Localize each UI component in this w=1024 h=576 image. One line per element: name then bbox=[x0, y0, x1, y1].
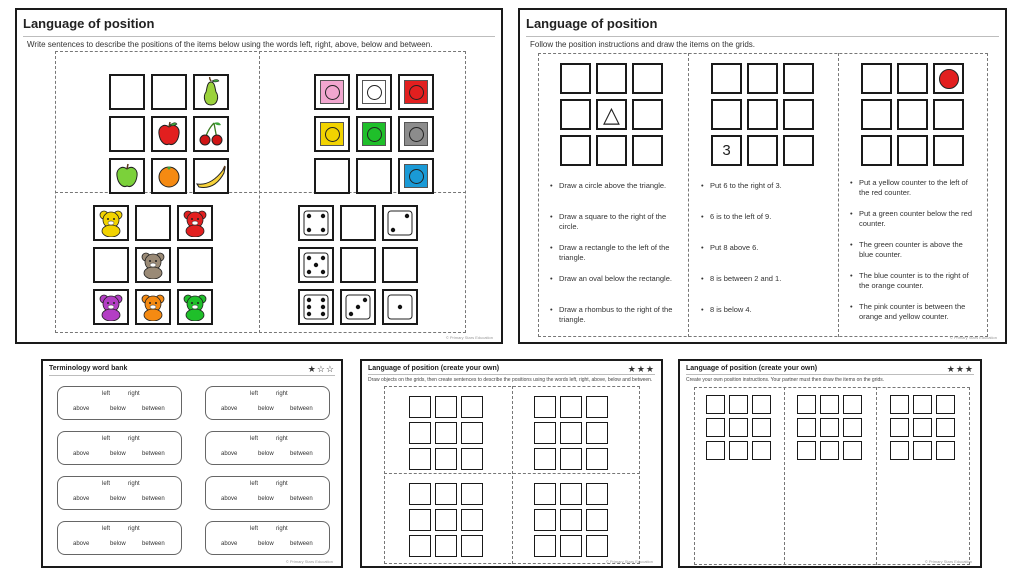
grid-cell bbox=[398, 74, 434, 110]
grid-cell bbox=[135, 247, 171, 283]
word-label: below bbox=[258, 496, 274, 502]
word-label: above bbox=[221, 541, 238, 547]
instruction-text: Draw a rectangle to the left of the triangle. bbox=[559, 243, 670, 262]
grid-cell bbox=[560, 99, 591, 130]
grid-cell bbox=[534, 448, 556, 470]
word-bank-box bbox=[205, 386, 330, 420]
sheet-instructions: Write sentences to describe the positions of the items below using the words left, right, above, below and between. bbox=[27, 40, 433, 49]
grid-cell bbox=[534, 509, 556, 531]
grid-cell bbox=[151, 116, 187, 152]
word-bank-box bbox=[205, 476, 330, 510]
word-label: below bbox=[258, 541, 274, 547]
frame-divider-2 bbox=[838, 53, 839, 337]
counter-icon bbox=[409, 169, 424, 184]
word-label: between bbox=[290, 406, 313, 412]
pear-icon bbox=[198, 77, 224, 107]
grid-cell bbox=[933, 63, 964, 94]
word-label: right bbox=[128, 436, 140, 442]
grid-cell bbox=[729, 441, 748, 460]
grid-cell bbox=[435, 509, 457, 531]
grid-cell bbox=[783, 99, 814, 130]
word-label: below bbox=[258, 451, 274, 457]
grid-cell bbox=[382, 205, 418, 241]
word-label: right bbox=[128, 481, 140, 487]
word-label: between bbox=[142, 541, 165, 547]
word-label: below bbox=[110, 406, 126, 412]
bullet-icon: • bbox=[550, 243, 553, 252]
grid-cell bbox=[409, 396, 431, 418]
bullet-icon: • bbox=[701, 274, 704, 283]
bullet-icon: • bbox=[850, 271, 853, 280]
grid-cell bbox=[747, 63, 778, 94]
grid-cell bbox=[356, 74, 392, 110]
grid-cell bbox=[897, 99, 928, 130]
sheet-title: Language of position bbox=[526, 16, 658, 31]
grid-cell bbox=[890, 418, 909, 437]
grid-cell bbox=[151, 158, 187, 194]
grid-cell bbox=[534, 396, 556, 418]
counter-tile bbox=[404, 164, 428, 188]
grid-cell bbox=[298, 205, 334, 241]
die-3-icon bbox=[345, 294, 371, 320]
bullet-icon: • bbox=[850, 209, 853, 218]
grid-cell bbox=[913, 395, 932, 414]
word-label: above bbox=[73, 451, 90, 457]
frame-divider-2 bbox=[876, 387, 877, 565]
footer-credit: © Primary Stars Education bbox=[445, 335, 493, 340]
bullet-icon: • bbox=[550, 212, 553, 221]
word-label: between bbox=[142, 451, 165, 457]
grid-cell bbox=[797, 441, 816, 460]
grid-cell bbox=[936, 418, 955, 437]
word-label: below bbox=[110, 451, 126, 457]
grid-cell bbox=[560, 535, 582, 557]
word-label: between bbox=[290, 496, 313, 502]
grid-cell bbox=[706, 395, 725, 414]
bullet-icon: • bbox=[550, 274, 553, 283]
word-bank-box bbox=[205, 431, 330, 465]
header-divider bbox=[686, 374, 974, 375]
grid-cell bbox=[340, 247, 376, 283]
word-label: between bbox=[142, 496, 165, 502]
grid-cell bbox=[314, 74, 350, 110]
grid-cell bbox=[586, 483, 608, 505]
grid-cell bbox=[109, 116, 145, 152]
word-bank-box bbox=[57, 521, 182, 555]
word-label: above bbox=[221, 496, 238, 502]
grid-cell bbox=[933, 99, 964, 130]
word-label: above bbox=[73, 496, 90, 502]
grid-cell bbox=[177, 247, 213, 283]
grid-cell bbox=[586, 535, 608, 557]
bullet-icon: • bbox=[701, 243, 704, 252]
word-label: left bbox=[250, 526, 259, 532]
sheet-title: Terminology word bank bbox=[49, 365, 128, 372]
triangle-icon: △ bbox=[603, 101, 620, 127]
instruction-text: Draw a circle above the triangle. bbox=[559, 181, 667, 190]
grid-cell bbox=[596, 99, 627, 130]
instruction-text: Put a yellow counter to the left of the red counter. bbox=[859, 178, 968, 197]
grid-cell bbox=[534, 483, 556, 505]
word-label: right bbox=[128, 391, 140, 397]
sheet-title: Language of position (create your own) bbox=[686, 365, 818, 372]
grid-cell bbox=[711, 135, 742, 166]
instruction-text: Draw an oval below the rectangle. bbox=[559, 274, 672, 283]
grid-cell bbox=[797, 395, 816, 414]
grid-cell bbox=[409, 509, 431, 531]
teddy-bear-icon bbox=[139, 293, 167, 321]
counter-icon bbox=[325, 85, 340, 100]
grid-cell bbox=[109, 158, 145, 194]
instruction-text: Put 8 above 6. bbox=[710, 243, 759, 252]
counter-tile bbox=[404, 122, 428, 146]
grid-cell bbox=[747, 99, 778, 130]
grid-cell bbox=[193, 116, 229, 152]
instruction-text: Put a green counter below the red counter. bbox=[859, 209, 972, 228]
grid-cell bbox=[382, 289, 418, 325]
grid-cell bbox=[897, 63, 928, 94]
grid-cell bbox=[409, 535, 431, 557]
grid-cell bbox=[711, 63, 742, 94]
die-6-icon bbox=[303, 294, 329, 320]
worksheet-follow-instructions bbox=[518, 8, 1007, 344]
bullet-icon: • bbox=[850, 178, 853, 187]
bullet-icon: • bbox=[550, 305, 553, 314]
grid-cell bbox=[783, 135, 814, 166]
instruction-item bbox=[850, 178, 979, 198]
word-label: between bbox=[290, 541, 313, 547]
grid-cell bbox=[797, 418, 816, 437]
instruction-item bbox=[850, 271, 979, 291]
grid-cell bbox=[560, 396, 582, 418]
grid-cell bbox=[93, 247, 129, 283]
instruction-item bbox=[550, 243, 679, 263]
counter-icon bbox=[409, 85, 424, 100]
grid-cell bbox=[596, 135, 627, 166]
word-label: left bbox=[102, 391, 111, 397]
word-label: between bbox=[290, 451, 313, 457]
grid-cell bbox=[356, 116, 392, 152]
teddy-bear-icon bbox=[181, 209, 209, 237]
grid-cell bbox=[632, 135, 663, 166]
grid-cell bbox=[843, 418, 862, 437]
grid-cell bbox=[534, 535, 556, 557]
die-4-icon bbox=[303, 210, 329, 236]
worksheet-describe-positions bbox=[15, 8, 503, 344]
instruction-item bbox=[850, 240, 979, 260]
instruction-text: 6 is to the left of 9. bbox=[710, 212, 772, 221]
footer-credit: © Primary Stars Education bbox=[949, 335, 997, 340]
counter-icon bbox=[325, 127, 340, 142]
word-label: above bbox=[221, 406, 238, 412]
grid-cell bbox=[135, 205, 171, 241]
grid-cell bbox=[435, 448, 457, 470]
instruction-text: The green counter is above the blue counter. bbox=[859, 240, 963, 259]
instruction-item bbox=[850, 209, 979, 229]
sheet-instructions: Follow the position instructions and draw the items on the grids. bbox=[530, 40, 756, 49]
worksheet-create-own-describe bbox=[360, 359, 663, 568]
word-label: above bbox=[73, 541, 90, 547]
grid-cell bbox=[93, 205, 129, 241]
counter-tile bbox=[404, 80, 428, 104]
grid-cell bbox=[461, 483, 483, 505]
grid-cell bbox=[783, 63, 814, 94]
counter-icon bbox=[367, 127, 382, 142]
grid-cell bbox=[820, 441, 839, 460]
grid-cell bbox=[298, 289, 334, 325]
grid-cell bbox=[340, 289, 376, 325]
banana-icon bbox=[195, 164, 227, 188]
grid-cell bbox=[890, 441, 909, 460]
word-label: right bbox=[276, 526, 288, 532]
grid-cell bbox=[340, 205, 376, 241]
teddy-bear-icon bbox=[97, 293, 125, 321]
counter-tile bbox=[362, 122, 386, 146]
grid-cell bbox=[409, 448, 431, 470]
grid-cell bbox=[461, 448, 483, 470]
grid-cell bbox=[936, 441, 955, 460]
word-label: below bbox=[110, 496, 126, 502]
grid-cell bbox=[409, 422, 431, 444]
grid-cell bbox=[752, 395, 771, 414]
grid-cell bbox=[706, 418, 725, 437]
word-bank-box bbox=[57, 386, 182, 420]
header-divider bbox=[49, 375, 335, 376]
word-label: right bbox=[276, 436, 288, 442]
grid-cell bbox=[586, 422, 608, 444]
die-1-icon bbox=[387, 294, 413, 320]
grid-cell bbox=[706, 441, 725, 460]
teddy-bear-icon bbox=[181, 293, 209, 321]
instruction-item bbox=[550, 181, 679, 191]
teddy-bear-icon bbox=[139, 251, 167, 279]
footer-credit: © Primary Stars Education bbox=[605, 559, 653, 564]
grid-cell bbox=[193, 74, 229, 110]
grid-cell bbox=[356, 158, 392, 194]
grid-cell bbox=[409, 483, 431, 505]
grid-cell bbox=[586, 448, 608, 470]
instruction-item bbox=[850, 302, 979, 322]
orange-icon bbox=[156, 163, 182, 189]
grid-cell bbox=[109, 74, 145, 110]
footer-credit: © Primary Stars Education bbox=[924, 559, 972, 564]
instruction-text: 8 is between 2 and 1. bbox=[710, 274, 782, 283]
word-label: left bbox=[102, 481, 111, 487]
frame-divider-horizontal bbox=[384, 473, 640, 474]
grid-cell bbox=[435, 535, 457, 557]
counter-tile bbox=[362, 80, 386, 104]
word-label: left bbox=[250, 481, 259, 487]
grid-cell bbox=[461, 396, 483, 418]
teddy-bear-icon bbox=[97, 209, 125, 237]
instruction-text: Put 6 to the right of 3. bbox=[710, 181, 782, 190]
grid-cell bbox=[861, 135, 892, 166]
counter-icon bbox=[409, 127, 424, 142]
grid-cell bbox=[752, 418, 771, 437]
word-bank-box bbox=[57, 431, 182, 465]
grid-cell bbox=[861, 99, 892, 130]
worksheet-create-own-instructions bbox=[678, 359, 982, 568]
grid-cell bbox=[534, 422, 556, 444]
grid-cell bbox=[820, 395, 839, 414]
grid-cell bbox=[586, 509, 608, 531]
grid-cell bbox=[890, 395, 909, 414]
cherries-icon bbox=[198, 121, 224, 147]
instruction-text: Draw a square to the right of the circle. bbox=[559, 212, 667, 231]
difficulty-stars: ★★★ bbox=[627, 364, 655, 374]
word-label: right bbox=[276, 481, 288, 487]
grid-cell bbox=[560, 483, 582, 505]
grid-cell bbox=[933, 135, 964, 166]
counter-icon bbox=[367, 85, 382, 100]
grid-cell bbox=[560, 63, 591, 94]
grid-cell bbox=[586, 396, 608, 418]
instruction-text: The blue counter is to the right of the orange counter. bbox=[859, 271, 969, 290]
grid-cell bbox=[913, 441, 932, 460]
sheet-title: Language of position bbox=[23, 16, 155, 31]
difficulty-stars: ★☆☆ bbox=[307, 364, 335, 374]
grid-cell bbox=[177, 289, 213, 325]
grid-cell bbox=[560, 448, 582, 470]
word-label: below bbox=[258, 406, 274, 412]
grid-cell bbox=[752, 441, 771, 460]
grid-cell bbox=[897, 135, 928, 166]
grid-cell bbox=[135, 289, 171, 325]
instruction-item bbox=[701, 181, 830, 191]
grid-cell bbox=[596, 63, 627, 94]
instruction-text: 8 is below 4. bbox=[710, 305, 752, 314]
grid-cell bbox=[177, 205, 213, 241]
counter-tile bbox=[320, 80, 344, 104]
grid-cell bbox=[298, 247, 334, 283]
grid-cell bbox=[560, 135, 591, 166]
bullet-icon: • bbox=[701, 212, 704, 221]
grid-cell bbox=[314, 158, 350, 194]
instruction-item bbox=[701, 274, 830, 284]
instruction-item bbox=[550, 305, 679, 325]
sheet-instructions: Draw objects on the grids, then create sentences to describe the positions using the words left, right, above, below and between. bbox=[368, 377, 653, 383]
word-label: below bbox=[110, 541, 126, 547]
grid-cell bbox=[461, 535, 483, 557]
digit-label: 3 bbox=[722, 142, 731, 159]
grid-cell bbox=[729, 395, 748, 414]
instruction-item bbox=[550, 212, 679, 232]
header-divider bbox=[526, 36, 999, 37]
instruction-item bbox=[701, 305, 830, 315]
word-label: left bbox=[250, 436, 259, 442]
bullet-icon: • bbox=[850, 302, 853, 311]
word-label: right bbox=[128, 526, 140, 532]
frame-divider-vertical bbox=[512, 386, 513, 564]
green-apple-icon bbox=[114, 163, 140, 189]
frame-divider-1 bbox=[784, 387, 785, 565]
instruction-text: Draw a rhombus to the right of the triangle. bbox=[559, 305, 673, 324]
instruction-text: The pink counter is between the orange and yellow counter. bbox=[859, 302, 966, 321]
grid-cell bbox=[382, 247, 418, 283]
bullet-icon: • bbox=[701, 305, 704, 314]
grid-cell bbox=[861, 63, 892, 94]
grid-cell bbox=[435, 483, 457, 505]
word-label: left bbox=[102, 526, 111, 532]
grid-cell bbox=[560, 509, 582, 531]
instruction-item bbox=[701, 212, 830, 222]
word-label: left bbox=[102, 436, 111, 442]
sheet-instructions: Create your own position instructions. Your partner must then draw the items on the grids. bbox=[686, 377, 885, 383]
grid-cell bbox=[632, 63, 663, 94]
instruction-item bbox=[550, 274, 679, 284]
bullet-icon: • bbox=[701, 181, 704, 190]
grid-cell bbox=[461, 422, 483, 444]
die-2-icon bbox=[387, 210, 413, 236]
word-label: left bbox=[250, 391, 259, 397]
grid-cell bbox=[193, 158, 229, 194]
grid-cell bbox=[398, 158, 434, 194]
word-bank-box bbox=[205, 521, 330, 555]
grid-cell bbox=[461, 509, 483, 531]
grid-cell bbox=[843, 441, 862, 460]
red-counter-icon bbox=[939, 69, 959, 89]
footer-credit: © Primary Stars Education bbox=[285, 559, 333, 564]
grid-cell bbox=[314, 116, 350, 152]
counter-tile bbox=[320, 122, 344, 146]
grid-cell bbox=[913, 418, 932, 437]
grid-cell bbox=[151, 74, 187, 110]
bullet-icon: • bbox=[550, 181, 553, 190]
word-label: above bbox=[221, 451, 238, 457]
grid-cell bbox=[435, 396, 457, 418]
grid-cell bbox=[435, 422, 457, 444]
word-label: between bbox=[142, 406, 165, 412]
worksheet-word-bank bbox=[41, 359, 343, 568]
grid-cell bbox=[398, 116, 434, 152]
grid-cell bbox=[93, 289, 129, 325]
grid-cell bbox=[820, 418, 839, 437]
grid-cell bbox=[747, 135, 778, 166]
difficulty-stars: ★★★ bbox=[946, 364, 974, 374]
sheet-title: Language of position (create your own) bbox=[368, 365, 500, 372]
frame-divider-1 bbox=[688, 53, 689, 337]
word-bank-box bbox=[57, 476, 182, 510]
grid-cell bbox=[711, 99, 742, 130]
header-divider bbox=[23, 36, 495, 37]
apple-icon bbox=[156, 121, 182, 147]
grid-cell bbox=[936, 395, 955, 414]
word-label: right bbox=[276, 391, 288, 397]
grid-cell bbox=[632, 99, 663, 130]
grid-cell bbox=[729, 418, 748, 437]
die-5-icon bbox=[303, 252, 329, 278]
bullet-icon: • bbox=[850, 240, 853, 249]
header-divider bbox=[368, 374, 655, 375]
grid-cell bbox=[843, 395, 862, 414]
grid-cell bbox=[560, 422, 582, 444]
word-label: above bbox=[73, 406, 90, 412]
instruction-item bbox=[701, 243, 830, 253]
